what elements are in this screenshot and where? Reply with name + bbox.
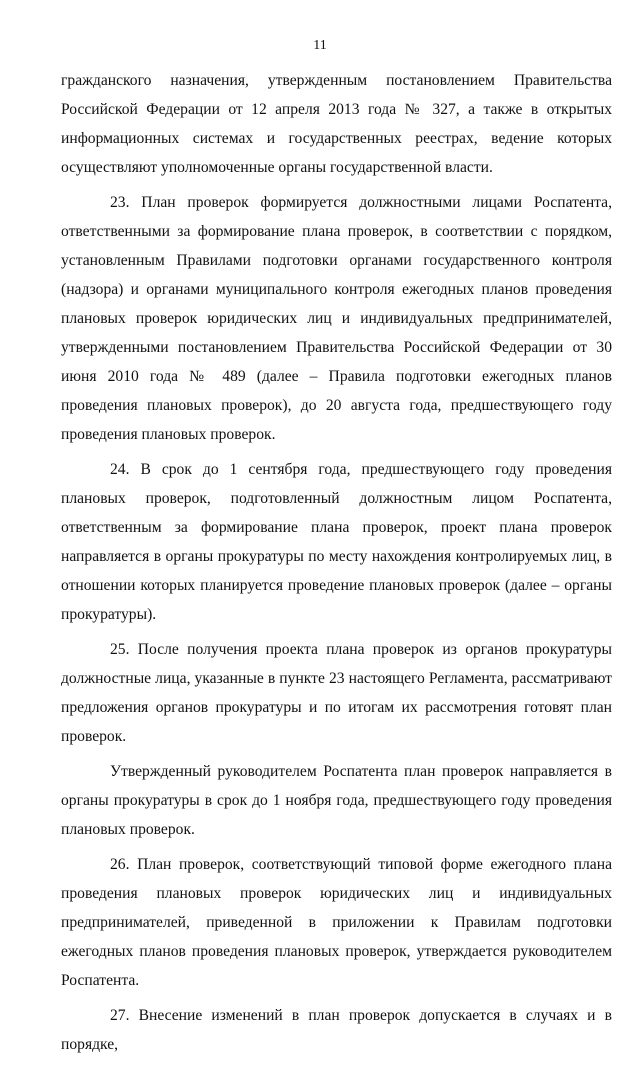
paragraph-item-24: 24. В срок до 1 сентября года, предшествующего году проведения плановых проверок, подготовленный должностным лицом Роспатента, ответственным за формирование плана проверок, проект плана проверок направляется в органы прокуратуры по месту нахождения контролируемых лиц, в отношении которых планируется проведение плановых проверок (далее – органы прокуратуры). — [61, 461, 612, 623]
paragraph-continuation: гражданского назначения, утвержденным постановлением Правительства Российской Федерации от 12 апреля 2013 года № 327, а также в открытых информационных системах и государственных реестрах, ведение которых осуществляют уполномоченные органы государственной власти. — [61, 72, 612, 176]
document-body — [61, 66, 612, 1065]
paragraph-approved-plan: Утвержденный руководителем Роспатента план проверок направляется в органы прокуратуры в срок до 1 ноября года, предшествующего году проведения плановых проверок. — [61, 763, 612, 838]
paragraph-item-27: 27. Внесение изменений в план проверок допускается в случаях и в порядке, — [61, 1007, 612, 1053]
paragraph-item-26: 26. План проверок, соответствующий типовой форме ежегодного плана проведения плановых проверок юридических лиц и индивидуальных предпринимателей, приведенной в приложении к Правилам подготовки ежегодных планов проведения плановых проверок, утверждается руководителем Роспатента. — [61, 856, 612, 989]
paragraph-item-25: 25. После получения проекта плана проверок из органов прокуратуры должностные лица, указанные в пункте 23 настоящего Регламента, рассматривают предложения органов прокуратуры и по итогам их рассмотрения готовят план проверок. — [61, 641, 612, 745]
paragraph-item-23: 23. План проверок формируется должностными лицами Роспатента, ответственными за формирование плана проверок, в соответствии с порядком, установленным Правилами подготовки органами государственного контроля (надзора) и органами муниципального контроля ежегодных планов проведения плановых проверок юридических лиц и индивидуальных предпринимателей, утвержденными постановлением Правительства Российской Федерации от 30 июня 2010 года № 489 (далее – Правила подготовки ежегодных планов проведения плановых проверок), до 20 августа года, предшествующего году проведения плановых проверок. — [61, 194, 612, 443]
page-number: 11 — [313, 38, 327, 53]
